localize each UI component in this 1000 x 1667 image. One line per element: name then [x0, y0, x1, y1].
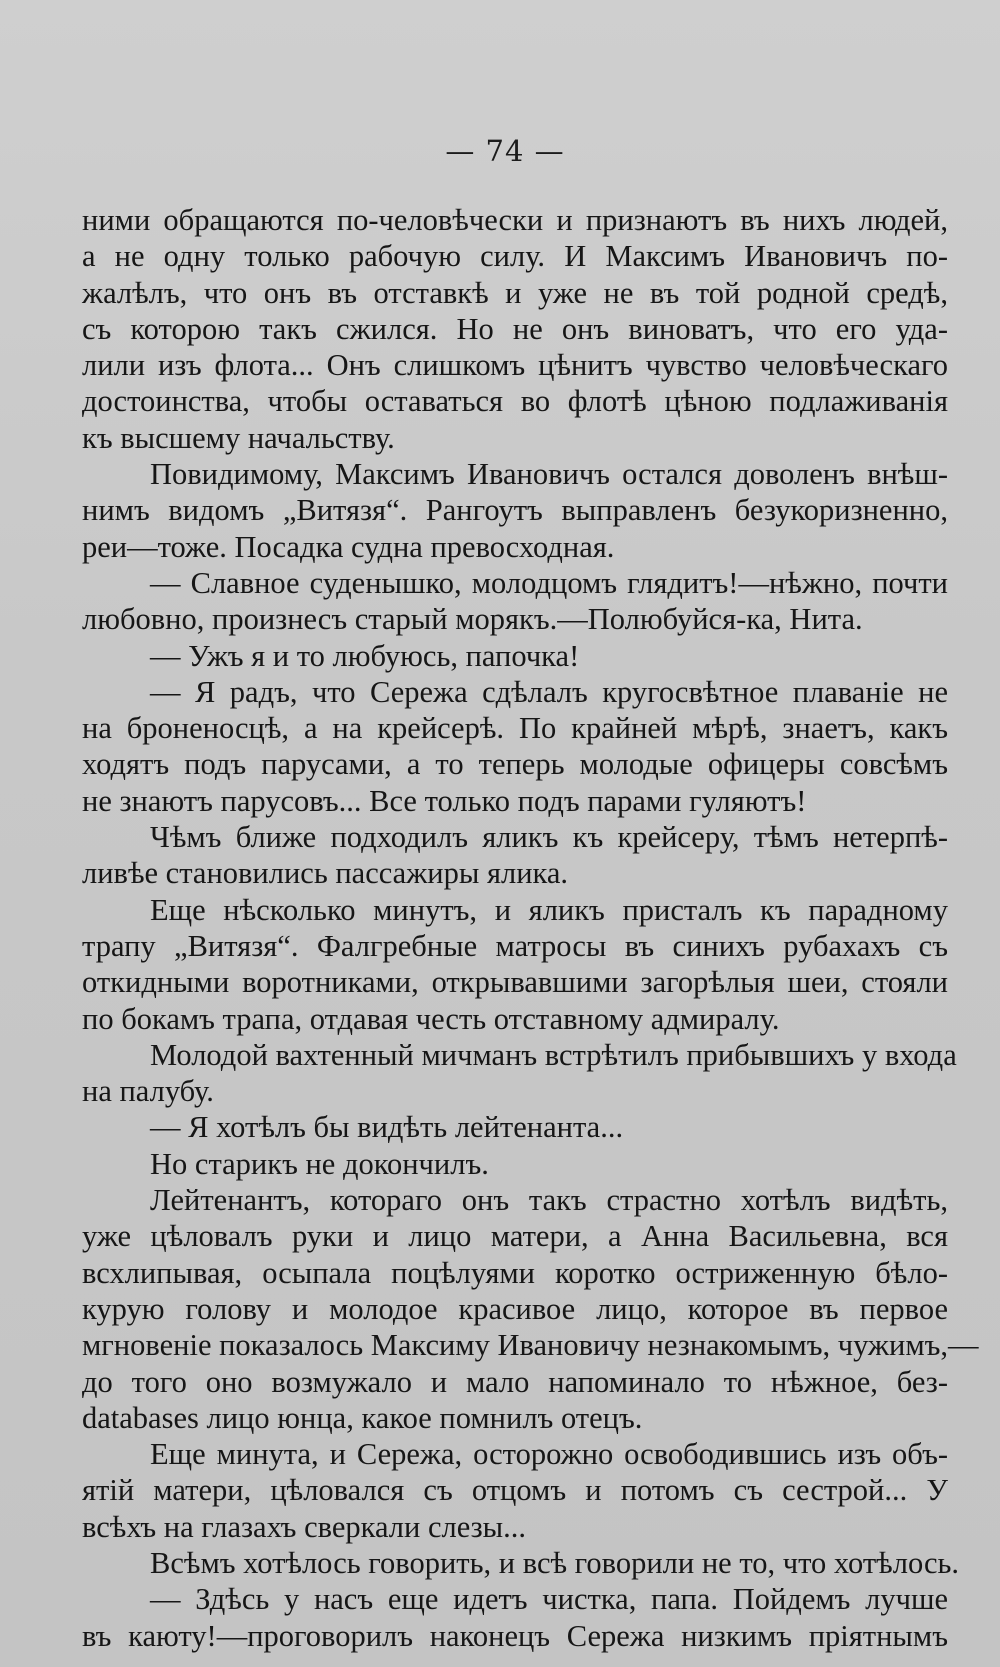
text-line: до того оно возмужало и мало напоминало то нѣжное, без- [82, 1364, 948, 1399]
text-line: Еще минута, и Сережа, осторожно освободившись изъ объ- [150, 1437, 948, 1472]
body-text [82, 202, 979, 1654]
page-number: — 74 — [445, 134, 565, 168]
text-line: нимъ видомъ „Витязя“. Рангоутъ выправленъ безукоризненно, [82, 493, 948, 528]
text-line: databases лицо юнца, какое помнилъ отецъ. [82, 1400, 643, 1435]
text-line: достоинства, чтобы оставаться во флотѣ цѣною подлаживанія [82, 384, 948, 419]
text-line: — Ужъ я и то любуюсь, папочка! [150, 638, 580, 673]
text-line: трапу „Витязя“. Фалгребные матросы въ синихъ рубахахъ съ [82, 928, 948, 963]
text-line: — Я хотѣлъ бы видѣть лейтенанта... [150, 1110, 624, 1145]
text-line: мгновеніе показалось Максиму Ивановичу незнакомымъ, чужимъ,— [82, 1328, 979, 1363]
text-line: съ которою такъ сжился. Но не онъ виноватъ, что его уда- [82, 311, 948, 346]
text-line: ходятъ подъ парусами, а то теперь молодые офицеры совсѣмъ [82, 747, 948, 782]
text-line: Но старикъ не докончилъ. [150, 1146, 489, 1181]
text-line: — Здѣсь у насъ еще идетъ чистка, папа. Пойдемъ лучше [150, 1582, 948, 1617]
text-line: Всѣмъ хотѣлось говорить, и всѣ говорили не то, что хотѣлось. [150, 1545, 960, 1580]
text-line: любовно, произнесъ старый морякъ.—Полюбуйся-ка, Нита. [82, 602, 863, 637]
text-line: а не одну только рабочую силу. И Максимъ Ивановичъ по- [82, 239, 948, 274]
text-line: ятій матери, цѣловался съ отцомъ и потомъ съ сестрой... У [82, 1473, 948, 1508]
text-line: уже цѣловалъ руки и лицо матери, а Анна Васильевна, вся [82, 1219, 948, 1254]
text-line: жалѣлъ, что онъ въ отставкѣ и уже не въ той родной средѣ, [82, 275, 948, 310]
text-line: лили изъ флота... Онъ слишкомъ цѣнитъ чувство человѣческаго [82, 348, 948, 383]
text-line: всѣхъ на глазахъ сверкали слезы... [82, 1509, 527, 1544]
text-line: реи—тоже. Посадка судна превосходная. [82, 529, 615, 564]
text-line: ливѣе становились пассажиры ялика. [82, 856, 569, 891]
text-line: къ высшему начальству. [82, 420, 395, 455]
text-line: на броненосцѣ, а на крейсерѣ. По крайней мѣрѣ, знаетъ, какъ [82, 711, 948, 746]
text-line: Повидимому, Максимъ Ивановичъ остался доволенъ внѣш- [150, 457, 948, 492]
text-line: не знаютъ парусовъ... Все только подъ парами гуляютъ! [82, 783, 807, 818]
text-line: въ каюту!—проговорилъ наконецъ Сережа низкимъ пріятнымъ [82, 1618, 948, 1653]
text-line: на палубу. [82, 1074, 214, 1109]
text-line: ними обращаются по-человѣчески и признаютъ въ нихъ людей, [82, 203, 948, 237]
text-line: Еще нѣсколько минутъ, и яликъ присталъ къ парадному [150, 892, 948, 927]
text-line: всхлипывая, осыпала поцѣлуями коротко остриженную бѣло- [82, 1255, 948, 1290]
text-line: Чѣмъ ближе подходилъ яликъ къ крейсеру, тѣмъ нетерпѣ- [150, 820, 948, 855]
text-line: Лейтенантъ, котораго онъ такъ страстно хотѣлъ видѣть, [150, 1183, 948, 1218]
text-line: откидными воротниками, открывавшими загорѣлыя шеи, стояли [82, 965, 948, 1000]
text-line: — Славное суденышко, молодцомъ глядитъ!—нѣжно, почти [150, 565, 948, 600]
text-line: Молодой вахтенный мичманъ встрѣтилъ прибывшихъ у входа [150, 1037, 957, 1072]
text-line: по бокамъ трапа, отдавая честь отставному адмиралу. [82, 1001, 780, 1036]
text-line: — Я радъ, что Сережа сдѣлалъ кругосвѣтное плаваніе не [150, 674, 948, 709]
text-line: курую голову и молодое красивое лицо, которое въ первое [82, 1291, 948, 1326]
